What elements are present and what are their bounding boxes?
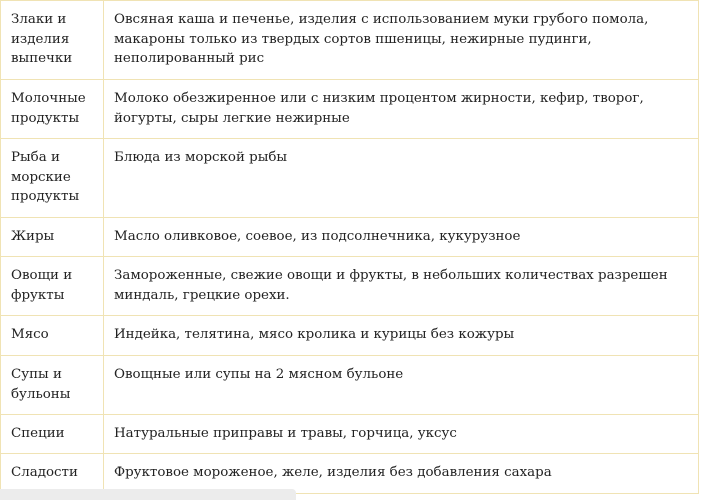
description-cell: Фруктовое мороженое, желе, изделия без добавления сахара — [104, 454, 699, 494]
category-cell: Молочные продукты — [1, 80, 104, 139]
table-row — [1, 1, 699, 80]
description-cell: Натуральные приправы и травы, горчица, уксус — [104, 415, 699, 454]
table-row — [1, 218, 699, 257]
description-cell: Молоко обезжиренное или с низким процентом жирности, кефир, творог, йогурты, сыры легкие нежирные — [104, 80, 699, 139]
category-cell: Специи — [1, 415, 104, 454]
description-cell: Блюда из морской рыбы — [104, 139, 699, 218]
category-cell: Рыба и морские продукты — [1, 139, 104, 218]
description-cell: Овощные или супы на 2 мясном бульоне — [104, 356, 699, 415]
category-cell: Жиры — [1, 218, 104, 257]
horizontal-scrollbar[interactable] — [0, 489, 296, 500]
category-cell: Мясо — [1, 316, 104, 356]
description-cell: Индейка, телятина, мясо кролика и курицы без кожуры — [104, 316, 699, 356]
table-row — [1, 356, 699, 415]
table-row — [1, 80, 699, 139]
table-row — [1, 415, 699, 454]
table-row — [1, 257, 699, 316]
description-cell: Замороженные, свежие овощи и фрукты, в небольших количествах разрешен миндаль, грецкие орехи. — [104, 257, 699, 316]
category-cell: Сладости — [1, 454, 104, 494]
description-cell: Масло оливковое, соевое, из подсолнечника, кукурузное — [104, 218, 699, 257]
category-cell: Супы и бульоны — [1, 356, 104, 415]
description-cell: Овсяная каша и печенье, изделия с использованием муки грубого помола, макароны только из твердых сортов пшеницы, нежирные пудинги, неполированный рис — [104, 1, 699, 80]
table-row — [1, 139, 699, 218]
category-cell: Злаки и изделия выпечки — [1, 1, 104, 80]
table-row — [1, 454, 699, 494]
category-cell: Овощи и фрукты — [1, 257, 104, 316]
table-row — [1, 316, 699, 356]
